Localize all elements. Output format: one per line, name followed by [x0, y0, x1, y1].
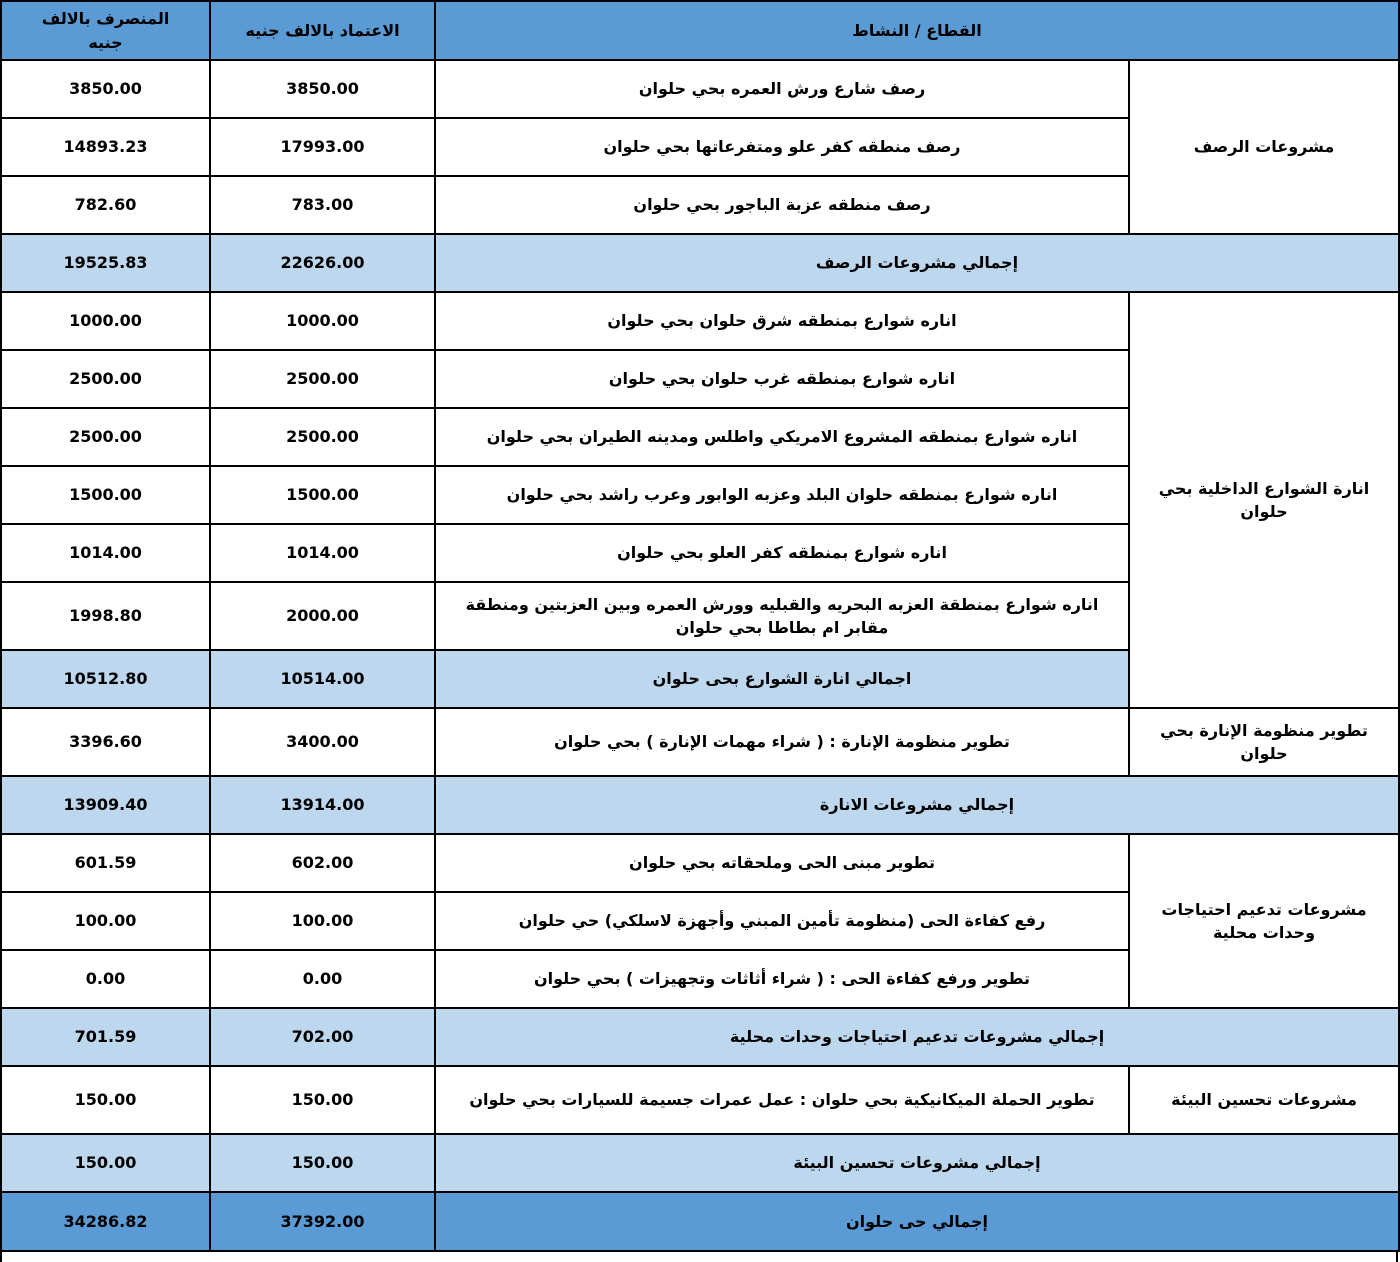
subtotal-label: إجمالي مشروعات تدعيم احتياجات وحدات محلية [435, 1008, 1399, 1066]
activity-cell: اناره شوارع بمنطقه غرب حلوان بحي حلوان [435, 350, 1129, 408]
approved-cell: 100.00 [210, 892, 435, 950]
activity-cell: اناره شوارع بمنطقه حلوان البلد وعزبه الوابور وعرب راشد بحي حلوان [435, 466, 1129, 524]
spent-cell: 150.00 [1, 1066, 210, 1134]
sector-cell-environment: مشروعات تحسين البيئة [1129, 1066, 1399, 1134]
activity-cell: اناره شوارع بمنطقة العزبه البحريه والقبليه وورش العمره وبين العزبتين ومنطقة مقابر ام بطاطا بحي حلوان [435, 582, 1129, 650]
grand-total-approved: 37392.00 [210, 1192, 435, 1251]
table-row [1, 834, 1399, 892]
spent-cell: 1000.00 [1, 292, 210, 350]
subtotal-spent: 19525.83 [1, 234, 210, 292]
subtotal-approved: 702.00 [210, 1008, 435, 1066]
sector-cell-paving: مشروعات الرصف [1129, 60, 1399, 234]
header-sector-activity: القطاع / النشاط [435, 1, 1399, 60]
activity-cell: رصف شارع ورش العمره بحي حلوان [435, 60, 1129, 118]
approved-cell: 3850.00 [210, 60, 435, 118]
subtotal-label: اجمالي انارة الشوارع بحى حلوان [435, 650, 1129, 708]
table-row [1, 292, 1399, 350]
subtotal-spent: 701.59 [1, 1008, 210, 1066]
activity-cell: رصف منطقه عزبة الباجور بحي حلوان [435, 176, 1129, 234]
activity-cell: تطوير مبنى الحى وملحقاته بحي حلوان [435, 834, 1129, 892]
sector-cell-street-lighting: انارة الشوارع الداخلية بحي حلوان [1129, 292, 1399, 708]
approved-cell: 150.00 [210, 1066, 435, 1134]
subtotal-approved: 13914.00 [210, 776, 435, 834]
approved-cell: 602.00 [210, 834, 435, 892]
table-row [1, 60, 1399, 118]
subtotal-label: إجمالي مشروعات الرصف [435, 234, 1399, 292]
spent-cell: 3396.60 [1, 708, 210, 776]
grand-total-label: إجمالي حى حلوان [435, 1192, 1399, 1251]
spent-cell: 1014.00 [1, 524, 210, 582]
spent-cell: 1998.80 [1, 582, 210, 650]
spent-cell: 14893.23 [1, 118, 210, 176]
sector-cell-local-units: مشروعات تدعيم احتياجات وحدات محلية [1129, 834, 1399, 1008]
spent-cell: 3850.00 [1, 60, 210, 118]
approved-cell: 2500.00 [210, 408, 435, 466]
header-approved: الاعتماد بالالف جنيه [210, 1, 435, 60]
subtotal-approved: 10514.00 [210, 650, 435, 708]
approved-cell: 0.00 [210, 950, 435, 1008]
spent-cell: 0.00 [1, 950, 210, 1008]
approved-cell: 17993.00 [210, 118, 435, 176]
spent-cell: 2500.00 [1, 350, 210, 408]
subtotal-row-lighting [1, 776, 1399, 834]
spent-cell: 2500.00 [1, 408, 210, 466]
subtotal-row-paving [1, 234, 1399, 292]
subtotal-row-local-units [1, 1008, 1399, 1066]
subtotal-spent: 150.00 [1, 1134, 210, 1192]
subtotal-label: إجمالي مشروعات الانارة [435, 776, 1399, 834]
approved-cell: 1014.00 [210, 524, 435, 582]
sector-cell-lighting-dev: تطوير منظومة الإنارة بحي حلوان [1129, 708, 1399, 776]
spent-cell: 601.59 [1, 834, 210, 892]
activity-cell: رصف منطقه كفر علو ومتفرعاتها بحي حلوان [435, 118, 1129, 176]
subtotal-spent: 13909.40 [1, 776, 210, 834]
subtotal-approved: 22626.00 [210, 234, 435, 292]
subtotal-label: إجمالي مشروعات تحسين البيئة [435, 1134, 1399, 1192]
subtotal-row-environment [1, 1134, 1399, 1192]
approved-cell: 783.00 [210, 176, 435, 234]
activity-cell: رفع كفاءة الحى (منظومة تأمين المبني وأجهزة لاسلكي) حي حلوان [435, 892, 1129, 950]
activity-cell: اناره شوارع بمنطقه كفر العلو بحي حلوان [435, 524, 1129, 582]
approved-cell: 2000.00 [210, 582, 435, 650]
activity-cell: تطوير الحملة الميكانيكية بحي حلوان : عمل عمرات جسيمة للسيارات بحي حلوان [435, 1066, 1129, 1134]
grand-total-row [1, 1192, 1399, 1251]
approved-cell: 1000.00 [210, 292, 435, 350]
subtotal-spent: 10512.80 [1, 650, 210, 708]
approved-cell: 1500.00 [210, 466, 435, 524]
approved-cell: 2500.00 [210, 350, 435, 408]
subtotal-approved: 150.00 [210, 1134, 435, 1192]
header-spent: المنصرف بالالف جنيه [1, 1, 210, 60]
activity-cell: اناره شوارع بمنطقه المشروع الامريكي واطلس ومدينه الطيران بحي حلوان [435, 408, 1129, 466]
table-row [1, 1066, 1399, 1134]
table-header-row [1, 1, 1399, 60]
activity-cell: اناره شوارع بمنطقه شرق حلوان بحي حلوان [435, 292, 1129, 350]
table-row [1, 708, 1399, 776]
spent-cell: 782.60 [1, 176, 210, 234]
table-bottom-edge [0, 1252, 1398, 1262]
activity-cell: تطوير منظومة الإنارة : ( شراء مهمات الإنارة ) بحي حلوان [435, 708, 1129, 776]
spent-cell: 100.00 [1, 892, 210, 950]
activity-cell: تطوير ورفع كفاءة الحى : ( شراء أثاثات وتجهيزات ) بحي حلوان [435, 950, 1129, 1008]
spent-cell: 1500.00 [1, 466, 210, 524]
grand-total-spent: 34286.82 [1, 1192, 210, 1251]
approved-cell: 3400.00 [210, 708, 435, 776]
